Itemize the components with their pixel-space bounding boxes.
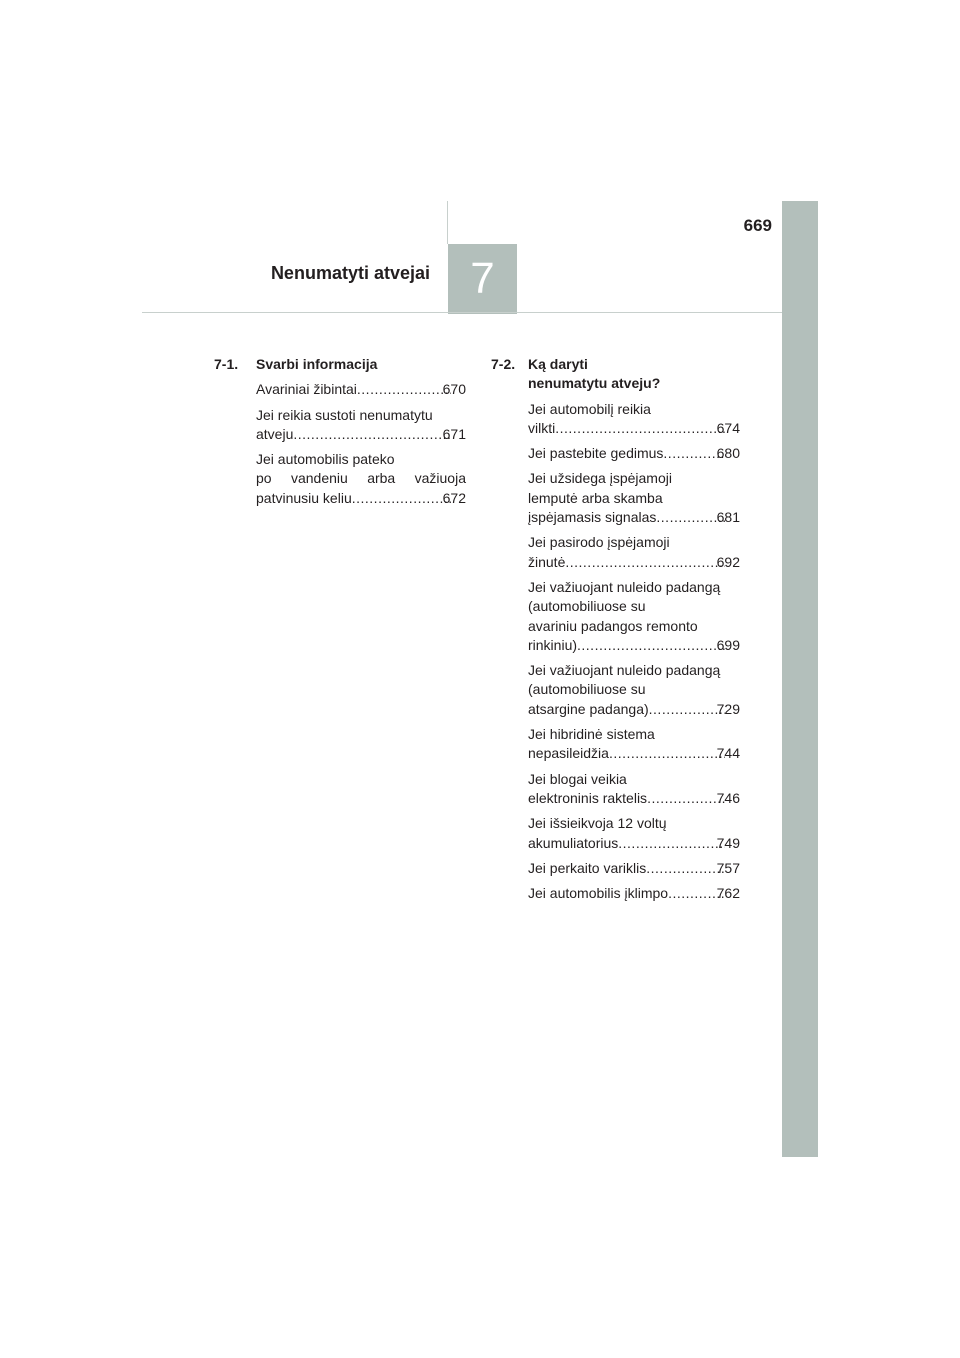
toc-entry[interactable]: [528, 444, 740, 463]
toc-page-number: 692: [716, 553, 740, 570]
toc-entry[interactable]: [528, 400, 740, 439]
toc-entry-text-line: (automobiliuose su: [528, 681, 646, 698]
dot-leader: [352, 489, 451, 508]
chapter-title: Nenumatyti atvejai: [270, 263, 430, 283]
toc-entry-text-line: Jei pasirodo įspėjamoji: [528, 534, 670, 551]
toc-entry[interactable]: [528, 469, 740, 527]
toc-page-number: 671: [442, 425, 466, 442]
toc-entry-leader-line: [528, 834, 740, 853]
toc-entry-leader-line: [528, 700, 740, 719]
toc-entry-text-line: nepasileidžia: [528, 745, 609, 762]
toc-entry-leader-line: [256, 489, 466, 508]
header-vertical-rule: [447, 201, 448, 244]
section-title-line: nenumatytu atveju?: [528, 375, 661, 392]
header-horizontal-rule: [142, 312, 782, 313]
toc-entry-text-line: akumuliatorius: [528, 834, 619, 851]
toc-entry-text-line: avariniu padangos remonto: [528, 617, 698, 634]
toc-column-left: [214, 355, 466, 514]
toc-entry[interactable]: [256, 380, 466, 399]
toc-entry-text-line: Jei išsieikvoja 12 voltų: [528, 815, 667, 832]
toc-entry-leader-line: [256, 425, 466, 444]
toc-entry-text-line: Jei automobilį reikia: [528, 400, 651, 417]
toc-entry-text-line: Jei blogai veikia: [528, 770, 627, 787]
dot-leader: [649, 700, 725, 719]
toc-entry[interactable]: [528, 725, 740, 764]
chapter-number-box: 7: [448, 244, 517, 314]
toc-page-number: 681: [716, 509, 740, 526]
toc-section-heading: [491, 355, 740, 394]
toc-entry-text-line: Jei automobilis pateko: [256, 451, 395, 468]
toc-entry-leader-line: [528, 636, 740, 655]
toc-page-number: 749: [716, 834, 740, 851]
section-title: Svarbi informacija: [256, 356, 378, 372]
section-number: 7-1.: [214, 356, 239, 372]
dot-leader: [656, 508, 724, 527]
toc-section-heading: [214, 355, 466, 374]
page-number: 669: [743, 216, 772, 235]
toc-entry-leader-line: [528, 419, 740, 438]
dot-leader: [647, 789, 725, 808]
toc-entry-text-line: lemputė arba skamba: [528, 489, 663, 506]
toc-entry-text-line: Jei perkaito variklis: [528, 859, 647, 876]
toc-entry-text-line: po vandeniu arba važiuoja: [256, 470, 466, 487]
toc-entry-leader-line: [528, 508, 740, 527]
dot-leader: [618, 834, 724, 853]
toc-page-number: 674: [716, 419, 740, 436]
toc-entry-text-line: patvinusiu keliu: [256, 489, 352, 506]
toc-entry-leader-line: [528, 789, 740, 808]
toc-entry-text-line: žinutė: [528, 553, 566, 570]
toc-page-number: 744: [716, 745, 740, 762]
toc-entry-text-line: įspėjamasis signalas: [528, 509, 657, 526]
toc-entry-text-line: Jei reikia sustoti nenumatytu: [256, 406, 433, 423]
toc-entry-leader-line: [528, 553, 740, 572]
section-title: [528, 355, 740, 394]
toc-entry-text-line: Jei užsidega įspėjamoji: [528, 470, 672, 487]
toc-entry-text-line: (automobiliuose su: [528, 598, 646, 615]
toc-entry-leader-line: [256, 380, 466, 399]
toc-entry-leader-line: [528, 444, 740, 463]
toc-page-number: 757: [716, 859, 740, 876]
toc-entry[interactable]: [528, 884, 740, 903]
toc-entry-text-line: elektroninis raktelis: [528, 789, 648, 806]
dot-leader: [293, 425, 450, 444]
toc-entry-leader-line: [528, 884, 740, 903]
toc-entry-text-line: Jei automobilis įklimpo: [528, 885, 669, 902]
toc-page-number: 670: [442, 381, 466, 398]
section-number: 7-2.: [491, 356, 516, 372]
toc-entry-text-line: Jei pastebite gedimus: [528, 445, 664, 462]
toc-entry[interactable]: [256, 450, 466, 508]
toc-page-number: 729: [716, 700, 740, 717]
toc-entry-leader-line: [528, 744, 740, 763]
toc-entry[interactable]: [528, 661, 740, 719]
toc-entry[interactable]: [528, 859, 740, 878]
toc-entry[interactable]: [256, 406, 466, 445]
toc-page-number: 680: [716, 445, 740, 462]
toc-entries: [256, 380, 466, 508]
toc-page-number: 762: [716, 885, 740, 902]
dot-leader: [663, 444, 724, 463]
dot-leader: [357, 380, 451, 399]
toc-entry-text-line: rinkiniu): [528, 636, 578, 653]
dot-leader: [646, 859, 724, 878]
toc-entry-leader-line: [528, 859, 740, 878]
toc-page-number: 672: [442, 489, 466, 506]
dot-leader: [565, 553, 724, 572]
toc-entry-text-line: Jei hibridinė sistema: [528, 726, 655, 743]
toc-column-right: [491, 355, 740, 909]
toc-entry-text-line: atsargine padanga): [528, 700, 649, 717]
toc-entry[interactable]: [528, 814, 740, 853]
toc-entry-text-line: Avariniai žibintai: [256, 381, 357, 398]
toc-page-number: 746: [716, 789, 740, 806]
chapter-side-tab: [782, 201, 818, 1157]
toc-entries: [528, 400, 740, 904]
toc-entry[interactable]: [528, 533, 740, 572]
toc-entry-text-line: vilkti: [528, 419, 556, 436]
toc-entry-text-line: Jei važiuojant nuleido padangą: [528, 662, 721, 679]
dot-leader: [609, 744, 725, 763]
toc-entry-text-line: Jei važiuojant nuleido padangą: [528, 578, 721, 595]
section-title-line: Ką daryti: [528, 356, 588, 372]
toc-entry[interactable]: [528, 578, 740, 655]
toc-entry[interactable]: [528, 770, 740, 809]
toc-page-number: 699: [716, 636, 740, 653]
dot-leader: [577, 636, 725, 655]
toc-entry-text-line: atveju: [256, 425, 294, 442]
dot-leader: [555, 419, 724, 438]
